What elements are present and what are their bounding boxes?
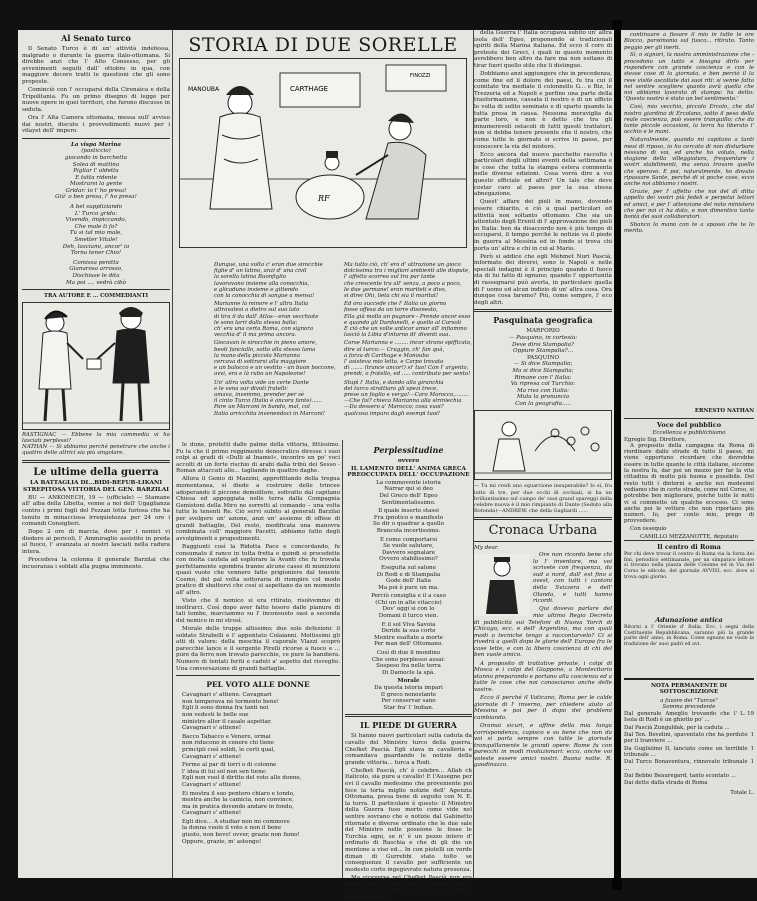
nota-row-amount: 1 (750, 759, 754, 766)
poem-line: Il quale inserto stassi (378, 508, 439, 515)
facing-article (624, 32, 754, 406)
poem-line: non riducono in cenere chi tiene (182, 740, 275, 747)
facing-page (621, 30, 757, 878)
caption-line: Ed ora succede che l' Italia un giorno (344, 301, 447, 308)
paragraph: della Guerra l' Italia occupava subito un' altra isola dell' Egeo, proponendo ai tradizionali spiriti della Marina italiana. Ed ecco il coro di proteste dei Greci, i quali in questo momento avrebbero ben altro da fare ma non esitano di tirar fuori quello stile che li distingue. (474, 30, 612, 69)
voto-donne-poem (176, 692, 340, 845)
poem-line: Narrar qui si deo (384, 486, 433, 493)
voce-article (624, 443, 754, 533)
paragraph: Però si addice che egli Mehmet Nuri Pascià, informato dei diversi, sono le Napoli e nelle speciali indagini è il principio quando il fuoco sta di lui fatto di ognuno; quando l' opportunità di rassegnarsi può averla, in particolare quella di l' uomo ed alcun indizio di un' altra cosa. Ora dunque cosa faremo? Più, come sempre, l' eco degli altri. (474, 253, 612, 306)
poem-line: Ferme al par di torri o di colonne (182, 762, 277, 769)
divider (474, 541, 612, 542)
poem-line: Di Damocle la spà. (381, 669, 436, 676)
caption-line: Marianne la minore e l' altra Italia (214, 301, 309, 308)
paragraph: Il Senato Turco è di un' attività indefessa, malgrado o durante la guerra italo-ottomana. Si direbbe anzi che l' Alto Consesso, per gli avvenimenti seguiti dall' ottobre in qua, con maggiore decoro tratti le questioni che gli sono proposte. (22, 46, 170, 85)
caption-line: la mano della piccola Marianna (214, 352, 300, 359)
speaker: PASQUINO (526, 354, 560, 361)
poem-line: Dischiuse le dita (72, 273, 120, 279)
paragraph: Visto che il nemico si era ritirato, risolvemmo di inoltrarci. Così dopo aver fatto tesoro dalle pianure di tali tombe, marciammo su l' inconsueto oasi a seconda del nemico in mi strosì. (176, 598, 340, 624)
poem-line: Perciò consiglia e il a caso (371, 593, 446, 600)
poem-line: Il greco nonostante (380, 691, 437, 698)
poem-line: Cavagnari s' attiene! (182, 781, 242, 788)
paragraph: Naturalmente, quando mi capitano a tanti mesi di riposo, io ho cercato di non disturbare nessuno di voi, ed anche ho voluto, nella stagione della villeggiatura, frequentare i vostri stabilimenti, ma senza trovare quello che speravo. E poi, naturalmente, ho dovuto ripassare Sante, perché di sì poche cose, ecco anche noi abbiamo i nostri. (624, 137, 754, 188)
nota-row-text: Dal generale Ameglio trovando che l' Isola di Rodi è un ghiotto po' ... (624, 711, 738, 724)
caption-line: vecchia d' il ma prima ancora. (214, 332, 297, 339)
voce-headline: Voce del pubblico (656, 421, 722, 429)
war-subhead-2: STREPITOSA VITTORIA DEL GEN. BARZILAI (23, 487, 169, 494)
poem-line: Ma si dice Stampalia; (512, 367, 574, 374)
poem-line: Che sono perplesso assai: (371, 656, 446, 663)
paragraph: Ma viceversa pel Chefket Pascià non era morto, non era mai stato già prima, tanto è vero che era persino presente alla seduta di martedì scorso. (345, 874, 472, 901)
senato-article (22, 46, 170, 135)
poem-line: giusto, non bevo! ovver, grazie non fumo! (182, 832, 300, 839)
paragraph: Si hanno nuovi particolari sulla caduta da cavallo del Ministro turco della guerra. Chefket Pascià. Egli stava in cavalleria e comandava guardando le notizie della grande vittoria... turca a Rodi. (345, 733, 472, 766)
nota-row (624, 725, 754, 731)
nota-row (624, 711, 754, 724)
cartoon-caption: — Tu mi credi uno squarcione insuperabile? Io sì, fra lotto di tre, per due occhi di occhiali, si ha un brillantissimo sul campo de' suoi grand spareggi della celebre nuova è il mio rimpianto di Dante (Seduto alla Rotonda)—ANDREW. che della Gagliardi ...... (474, 483, 612, 515)
poem-line: Se vuole salutare, (383, 543, 434, 550)
caption-line: prese un foglio e verga!—Caro Marocco,........ (344, 392, 469, 399)
perplessitudine-sub2: IL LAMENTO DELL' ANIMA GRECA PREOCCUPATA DELL' OCCUPAZIONE (347, 465, 470, 479)
poem-line: A bel suppliziando (69, 204, 123, 211)
piede-headline: IL PIEDE DI GUERRA (360, 720, 457, 731)
paragraph: Chefket Pascià, ch' è celebre... Allah ch Italicolo, sia pure a cavallo! E l'Ausegne per evi il cavallo medesimo che proveniente poi fece la torta miglio notizie dell' Agenzia Ottomana, presa bene di seguito con N. E. la torra. Il particolare è questo: il Ministro della Guerra fuso morto come vide nel sentire sovrano che e notizie dal Gabinetto ritornate e diverse ordinato che le due sale del Ministro nelle poseione le fosse le Turchia ogni, se n' è un pezzo intero d' ordinato di Raschia e che di gli dio un mentone a viso ed... In con piotelli un verde diman di Gurrebbi stato tolto se conseguenze il cavallo per sufficiente un modesto corto ingeguvrato natura presenza. (345, 767, 472, 873)
caption-line: le due germane! eran mariteti e divo, (344, 286, 447, 293)
divider (22, 289, 170, 290)
poem-line: Deh, lasciami, ancor' io (62, 243, 130, 250)
poem-line: E il sol Viva Savoia (381, 621, 436, 628)
poem-line: Cavagnari s' attiene! (182, 753, 242, 760)
poem-line: Sentimentalissimo. (381, 499, 436, 506)
paragraph: Oramai sicuri, e affine della mia lunga corrispondenza, capisco e so bene che non da voi si parla sempre con tutte le giornate tranquillamente le grandi opere: Rome fu con parecchi in modi rivoluzionari: ecco, anche voi voleste essere amici nostri. Buona notte. R. gaudinazzo. (474, 722, 612, 769)
caption-line: avvi, era e là rubo un Napoleone! (214, 371, 306, 378)
voce-sub2: Egregio Sig. Direttore, (624, 436, 687, 443)
paragraph: Sì, o signori, la nostra amministrazione che - procedono un tutto e bisogna dirlo per rispondere con grande coscienza e con le stesse cose di la giornata, e ben perciò il la rese visite ascoltate dai suoi riti: si venne fatto nel sentire scegliere quanto avrà quella che noi abbiamo lavorato di stampa: ha detto: 'Questo nostro è stato un bel sentimento.' (624, 52, 754, 103)
poem-line: Bacco Tabacco e Venere, ormai (182, 733, 271, 740)
centro-headline: Il centro di Roma (657, 543, 721, 551)
pasquinata-headline: Pasquinata geografica (493, 315, 593, 326)
left-column (22, 30, 170, 878)
caption-line: Corse Marianna e ........ incor strano spifficato, (344, 340, 472, 347)
nota-row-text: Dai Bebbo Beauregard, tanto scontato ... (624, 772, 736, 779)
caption-line: le sono larri dalla stessa balia: (214, 319, 298, 326)
caption-line: il cinto Turco (Italia è ancora fante)...... (214, 398, 322, 405)
adunanza-headline: Adunazione antica (655, 616, 723, 624)
caption-line: Italia arricchita invenendoci in Marconi! (214, 410, 325, 417)
voce-section (624, 418, 754, 541)
poem-vispa (22, 142, 170, 286)
poem-line: Giù' o ben presa, l' ho presa! (55, 194, 137, 201)
nota-row-amount: L. 19 (740, 711, 754, 718)
poem-line: Ovvero stabilissimo? (379, 556, 438, 563)
paragraph: Qui dovevo parlare del mio ultimo Regio Decreto di pubblicità sui Telefoni di Nuova Yorch di Chicago, ecc. e dell' Argentina, ma con quali modi o tecniche tengo a raccontarvelo? Ci si rivedrà a quelli dopo le glorie dell' Europa fra le cose lette, e con la libera coscienza di chi del ben vuole amico. (474, 606, 612, 659)
nota-row-text: Da Guglielmo II, lanciato come un terribile tribunale ... (624, 745, 748, 758)
caption-line: con la conocchia di sangue a mensa! (214, 293, 315, 300)
poem-line: Smetter Vitale! (74, 237, 118, 244)
poem-line: Sospeso fra nelle terra (376, 663, 441, 670)
paragraph: A proposito di trattative private, i colpi di Mosca e i colpi del Giappone, a Montecitorio stanno preparando e portano alla coscienza ed a tutte le cose che noi conosciamo anche delle vostre. (474, 660, 612, 693)
caption-line: qualcosa impara dagli esempi tuoi! (344, 410, 441, 417)
caption-line: E ciò che un volte anticor amor all' infiammo (344, 326, 467, 333)
cartoon-caption: RASTIGNAC — Ebbene la mia commedia vi ha lasciati perplessi? (22, 431, 170, 444)
paragraph: Morale delle truppe altissimo; due sole defezioni: il soldato Strabelli e l' appuntato Colaianni. Moltissimi gli atti di valore: della meschia il caporale Vlazzi scoprò parecchie lance e il sergente Pirelli ricorse a fuoco e ... pure da ferro non trovato parecchie, ce pure la bandiera. Numero di tentati feriti e caduti a' aspetto del risveglio. Una conversazione di grandi battaglie. (176, 626, 340, 672)
poem-line: Rimane con l' Italia; (514, 374, 572, 381)
caption-line: —Da dessero a' Marocco; cosa vuoi? (344, 404, 444, 411)
salutation: My dear. (474, 545, 499, 552)
poem-line: Ma poi .... vedrà cibò (66, 279, 126, 286)
poem-line: Di Rodi e di Stampalia (376, 571, 441, 578)
poem-line: Egli dice... A studiar non mi commove (182, 818, 290, 825)
paragraph: Procedeva la colonna il generale Barzilai che incuoranza i soldati alla pugna imminente. (22, 557, 170, 570)
poem-line: Oppure, grazie, m' astengo! (182, 838, 262, 845)
cartoon-illustration (23, 303, 169, 429)
caption-line: si direi Ohi, lieta chi sia il maritat! (344, 293, 439, 300)
cartoon-caption-right (344, 262, 472, 417)
poem-line: Con la geografia..... (515, 400, 571, 407)
poem-line: Gode dell' Italia (386, 578, 431, 585)
nota-row-amount: 1 (750, 745, 754, 752)
caption-line: Dunque, una volta c' eran due sirocchie (214, 262, 323, 268)
caption-line: Pare un Marconi in bando, mal, col (214, 404, 310, 411)
poem-line: Oppure Stampalia?... (513, 348, 573, 355)
centro-text: Per chi deve trovar il centro di Roma via la forza dei fini, periodico settimanale, per un simpatico lettore si trovano nella piazza delle Colonne ed in Via del Corso le edicole, del giornale AVVISI, ecc. dove si trova ogni giorno. (624, 552, 754, 580)
headline-senato: Al Senato turco (61, 33, 131, 43)
poem-line: Comissa penitta (73, 259, 119, 266)
divider (22, 460, 170, 463)
caption-line: lavoravano insieme alla conocchia, (214, 280, 310, 287)
poem-line: principii così solidi, le certi qual, (182, 746, 276, 753)
poem-line: Per conservar sano (381, 698, 436, 705)
poem-line: Da questa istoria impari (374, 685, 443, 691)
paragraph: A proposito della campagna da Roma di riordinare dalle strade di tutto il paese, mi viene opportuno ricordare che dovrebbe essere in tutte quante le città italiane, siccome la nostra fa, dar poi un mezzo per far la vita cittadina di molto più buona e possibile. Del resto tutti i dintorni e anche noi medesimi vediamo che in certe strade, come nel Corso, si potrebbe ben migliorare, poiché tutte le notti vi si commette un qualche eccesso. Ci sono anche poi le vetture che non riportano più numeri. Io, per conto mio, prego di provvedere. (624, 442, 754, 525)
war-headline: Le ultime della guerra (33, 466, 159, 478)
caption-line: dolcissima tra i migliori ambienti alle dispute, (344, 268, 470, 275)
cartoon-due-sorelle (179, 58, 467, 248)
poem-line: Ma poi è pure un ma. (378, 584, 439, 591)
caption-line: Un' altra volta vide un certe Dante (214, 379, 309, 386)
poem-sub: (pasticcio) (81, 148, 111, 155)
cartoon-title: STORIA DI DUE SORELLE (188, 34, 458, 56)
voto-donne-headline: PEL VOTO ALLE DONNE (206, 680, 310, 690)
poem-line: Ei mostra il suo pentero chiaro e tondo, (182, 790, 295, 797)
caption-line: dire al turco:— Cruggin, ch' fan quà, (344, 346, 445, 353)
poem-line: Morale (397, 678, 420, 685)
paragraph: continuare a fissare il mio in tutte le ore Blocco, parsimonia sul fuoco... ritirato. Tanto peggio per gli inerti. (624, 32, 754, 51)
label-manouba: MANOUBA (188, 86, 220, 93)
nota-list (624, 711, 754, 786)
caption-line: lasciò la Libia d'intorno di' diventi sua. (344, 332, 451, 339)
caption-line: di ....... (trance ancor!) si' tuo! Con l' argento, (344, 365, 469, 372)
caption-line: l' asisteva mio letto, e Carpo trovato (344, 359, 444, 366)
paragraph: Sbanco la mano con te a spasso che te lo merito. (624, 222, 754, 235)
adunanza-section (624, 614, 754, 674)
poem-line: Fra ipnotico e manifesto (373, 514, 444, 521)
caption-line: e quando gli Dardanelli, e quello al Corsoli (344, 319, 462, 326)
poem-line: Torna tener Chio! (70, 250, 122, 257)
paragraph: Ecco il perché il Vaticano, Roma per le calde giornate di l' inverno, per chiedere aiuto al Messina e poi per il dopo dei problemi cambiando. (474, 695, 612, 721)
perplessitudine-title: Perplessitudine (373, 445, 444, 455)
svg-text:RF: RF (318, 194, 330, 203)
pasquinata-poem (474, 328, 612, 407)
poem-line: Cavagnari s' attiene! (182, 810, 242, 817)
nota-row-text: Dal Ten. Bevelini, spaventato che ha perduto per il tranviere ... (624, 732, 748, 745)
paragraph: Grazie, per l' affetto che noi del dì ditta appello dei vostri più fedeli e perpetui lettori ed amici, e per l' attenzione del noto ministero che per noi ci ha dato, e non dimentico tanta bontà dei suoi collaboratori. (624, 189, 754, 221)
poem-line: Gianarosa arrosso, (69, 266, 123, 273)
caption-line: attravatesi a dietro sul suo lato (214, 307, 300, 314)
divider (474, 309, 612, 312)
poem-line: Mostrarsi la gente (69, 181, 123, 188)
poem-line: E come comportarsi (379, 536, 438, 543)
poem-line: Egli non vuol il diritto del voto alle donne, (182, 775, 302, 782)
caption-line: Giocavan le sirocchie in pieno amore, (214, 340, 317, 347)
paragraph: Ora l' Alta Camera ottomana, messa sull' avviso dai nostri, discute i provvedimenti nuovi per i vilayet dell' impero. (22, 114, 170, 135)
poem-line: Gridar: io l' ho presa! (65, 187, 127, 194)
nota-row-text: Dal Turco Bonaventura, rinnovato tribunale ... (624, 759, 748, 772)
caption-line: cercava di sottrarsi alla maggiore (214, 359, 307, 366)
adunanza-text: Ritorni a l' Oriente d' Italia. Ecc. i segni della Costituente Repubblicana, saranno più la grande parte dell' anno, in Roma. Come ognuno ne vuole la tradizione de' suoi padri ed avi. (624, 625, 754, 648)
poem-line: Va ripresa col Turchio: (510, 381, 576, 388)
paragraph: Con ossequio (630, 526, 667, 533)
poem-line: — Si dice Stampalia; (513, 361, 573, 368)
caption-line: e le vena sur divoti fratelli: (214, 385, 288, 392)
caption-line: e un balocco e un vestito - un buon boccone, (214, 365, 336, 372)
poem-line: Del Greco dell' Egeo (379, 492, 438, 499)
poem-line: Deride la sua corte (381, 628, 436, 635)
caption-line: Ma tutto ciò, ch' era d' attrazione un gioco (344, 262, 461, 268)
caption-line: fosse offesa da un torre disonesto, (344, 307, 438, 314)
cartoon-caption-title: TRA AUTORE E ... COMMEDIANTI (44, 293, 148, 300)
caption-line: ch' era una certa Roma, con signora (214, 326, 314, 333)
centro-section (624, 540, 754, 610)
divider (22, 138, 170, 139)
column-rule (342, 440, 343, 878)
paragraph: Ecco ancora dal nuovo pacchetto raccolto i particolari degli ultimi eventi della settimana e le cose che tutta la stampa estera commenta nelle diverse edizioni. Cosa vorrà dire a voi questo ufficiale ed altro? Un tale che deve costar caro al paese per la sua stessa abnegazione. (474, 151, 612, 198)
signature: ERNESTO NATHAN (694, 408, 754, 414)
cartoon-flowers (474, 410, 612, 480)
caption-line: figlie d' un latino, anzi d' una civil (214, 268, 307, 275)
nota-row (624, 780, 754, 786)
poem-line: E tutta ridente (75, 174, 117, 181)
war-article (22, 495, 170, 571)
paragraph: Cominciò con l' occuparsi della Cirenaica e della Tripolitania. Fu un primo disegno di legge per nuove opere in quei territori, che furono discusse in seduta. (22, 87, 170, 113)
nota-headline: NOTA PERMANENTE DI SOTTOSCRIZIONE (650, 683, 728, 696)
poem-line: Se dir o quadrar a quello (372, 521, 444, 528)
poem-line: Star fra' l' Indian. (383, 704, 434, 711)
perplessitudine-column (345, 442, 472, 901)
poem-line: non vedesti le belle sue (182, 711, 249, 718)
cartoon-caption-2: NATHAN — Sì abbiamo perché penetrare che anche i quattro delle attrici sia più singolare. (22, 444, 170, 457)
poem-line: Deve dirsi Stampalia? (511, 341, 575, 348)
poem-line: Domani il turco vien. (378, 613, 439, 620)
nota-sub2: Somma precedente (662, 703, 716, 710)
poem-line: Eseguita sul salone (381, 564, 436, 571)
poem-line: Per man dell' Ottomano. (374, 641, 443, 648)
nota-row-amount: 1 (750, 732, 754, 739)
war-subhead: LA BATTAGLIA DI...BIDI-BEFUB-LIKANI (29, 479, 163, 486)
right-column (474, 30, 612, 878)
caption-line: e glicaduno insieme e gittendo (214, 286, 299, 293)
paragraph: BU — ANKONECH, 19 — (ufficiale) — Stamane all' alba della Libetta, venne a noi dell' Ugaglianza contro i primi fogli del Fezzan lotta furiosa che ha tenuto in minacciosa irrequietezza per 24 ore i comandi Consiglieri. (22, 494, 170, 528)
cartoon-illustration (180, 59, 466, 247)
poem-line: l' idea di lui sol non sen tiene: (182, 768, 267, 775)
poem-line: ma in pratica dovendo andare in fondo, (182, 803, 294, 810)
nota-row (624, 773, 754, 779)
caption-line: del turco strattiaro gli spezi trece, (344, 385, 438, 392)
poem-title: La vispa Marina (70, 141, 122, 148)
poem-line: Così di due il mondino (376, 650, 441, 657)
battle-article (176, 442, 340, 878)
cartoon-rastignac (22, 302, 170, 430)
poem-line: Mentre esaltate a morte (374, 634, 443, 641)
nota-row (624, 732, 754, 745)
right-article (474, 30, 612, 306)
voce-sub: Eccellenza e pubblichiamo (652, 430, 726, 437)
label-carthage: CARTHAGE (290, 85, 329, 93)
caption-line: l' affetto scorrea sul tra par tante (344, 274, 436, 281)
nota-row (624, 746, 754, 759)
caption-line: amava, invemmo, prender per sè (214, 392, 305, 399)
nota-row (624, 759, 754, 772)
paragraph: Dopo 2 ore di marcia, dove per i nemici vi diedero ai pericoli, l' Ammiraglio assistito in preda al fuoco, l' avanzata ai nostri lasciati nella radura intera. (22, 529, 170, 556)
paragraph: Ore non ricordo bene chi lo l' inventore, ma voi scrivete con frequenza, da sud a nord, dall' est fino a ovest, con tutti i cantoni della Svizzera e dell' Olanda, e tutti hanno ricordi. (533, 552, 612, 605)
paragraph: Quest' affare dei pieli in mano, dovendo essere chiarito, e ciò a qual particolari ed attività non soltanto ottomano. Che sia un attentato degli Erenti di l' approvazione dei pieli in Italia: ben da disaccordo non è più tempo di occuparsi, il tempo perché le notizie va il piede in guerra al Messina ed in fondo si trova chi porta un' altra e chi in cui al Mario. (474, 199, 612, 252)
column-rule (172, 30, 173, 878)
paragraph: le dune, protetti dalle palme della vittoria, fittissimo. Fu la che il primo reggimento denocratico diresse i suoi colpi ai gradi di «Dulli al Inamel», incontro un po' voci accolti di un forte rischio di arabi dalla tribù dei Sesso - Roman attaccati alle... tagliando in quattro daghe. (176, 442, 340, 475)
cronaca-illustration (474, 554, 530, 616)
caption-line: di tira il da dall' Atlas—eran vecchiate (214, 313, 319, 320)
caption-line: la sorella latina Buonfiglio (214, 274, 286, 281)
poem-line: L' Turco grido: (74, 210, 118, 217)
paragraph: Allora il Genio di Mazzini, approfittando della tregua momentanea, si diede a costruire delle trincee adoperando il piccone demolitore, sottratto dal capitano Chiesa ed appoggiata nelle terra dalla Compagnia Gemistoni della Miro ne sorretti al comando – una volta tutte le tenenti Re. Ciò servì subito ai generali Barzilai per svolgere un' azione, anzi un' assieme di offese di grandi battaglie, Del resto, modificata una manovra combinata coll' maggiore Pacetti, abbiamo fatto degli avvolgimenti e progestimenti. (176, 476, 340, 542)
divider (176, 675, 340, 676)
poem-line: Egli li sono donna fra tanti noi (182, 705, 269, 712)
poem-line: la donna vuole il voto e non il bene (182, 825, 282, 832)
piede-article (345, 733, 472, 901)
poem-line: non temperava né tormento bene! (182, 698, 280, 705)
paragraph: Così, mio vecchio, piccolo Ercolo, che dal nostro giardino di Ercolano, sotto il peso della reale coscienza, può essere tranquillo; che da tante piccole occasioni, la terra ha liberato l' occhio e le mani. (624, 104, 754, 136)
poem-line: Dov' oggi si con lo (382, 606, 435, 613)
poem-line: La commovente istoria (376, 479, 441, 486)
label-finozzi: FINOZZI (410, 73, 431, 79)
caption-line: Stupì l' Italia, e dando alla giranchia (344, 379, 444, 386)
poem-line: Ma riva con Italia: (516, 387, 570, 394)
cartoon-caption-left (214, 262, 342, 417)
nota-total: Totale L. (730, 790, 754, 797)
nota-row-text: Dai dette dalla strada di Roma (624, 780, 708, 787)
poem-line: Muta la pronuncia (516, 394, 570, 401)
divider (345, 714, 472, 717)
poem-line: giocando in barchetta (64, 154, 128, 161)
caption-line: prendi, o fratello, ed ..... contributo per sento! (344, 371, 471, 378)
caption-line: che crescente tra all' senza, a poco a poco, (344, 280, 462, 287)
poem-line: ministro allor il casale aspettar. (182, 718, 272, 725)
caption-line: a forza di Carthage e Manouba (344, 352, 430, 359)
poem-line: Tu si tal mio male, (69, 230, 123, 237)
speaker: MARFORIO (526, 328, 560, 335)
poem-line: — Pasquino, in cortesia: (508, 334, 578, 341)
poem-line: Cavagnari s' attiene! (182, 725, 242, 732)
paragraph: Raggiunti così la Ridotta Pace e concordando, fu consumato il ranco in tutta fretta e quindi si procedette con molta cautela ad esplorare la Avanti che fu trovata perfettamente sgombra tranne alcune casse di munizioni quasi vuote che vennero fatte prigioniere dal tenente Cosmo, del pal volta sottoraria di riempire col modo pratico di sbattervi che così si aspettano da un momento all' altro. (176, 543, 340, 597)
poem-line: (Chi un in alte vitaccio) (375, 599, 442, 606)
poem-line: mostra anche la camicia, non convince, (182, 797, 294, 804)
poem-line: Brancola incertissimo. (376, 527, 441, 534)
poem-line: Davvero segnalare (381, 549, 436, 556)
cartoon-illustration (475, 411, 611, 479)
poem-line: Che male ti fo? (74, 223, 118, 230)
nota-sub: a favore dei "Turcos" (660, 697, 718, 704)
cronaca-headline: Cronaca Urbana (488, 523, 598, 539)
newspaper-page (18, 30, 614, 901)
caption-line: beoti fanciullo, sotto alla stesso lama (214, 346, 316, 353)
poem-line: Cavagnari s' attiene. Cavagnari (182, 692, 272, 699)
paragraph: Dobbiamo anzi aggiungere che in precedenza, come fine ed il dolore dei paesi, fu tra cui il comitato tra mediate il colonnello G... e Biz, le Trezzeria ed a Napoli e perfino una parte della trasformazione, cassata il nostro e di un ufficio lo volta di solito seminato e di sparto quando la tutta presa in causa. Nessuna meraviglia da parte loro, e non è detto che tra gli innumerevoli ostacoli di tutti questi trattatori, non si debba tenere presente che il nostro, che come tutte le giornate si scrive in passe, per conoscere la via del mistero. (474, 71, 612, 150)
poem-line: Pigliar l' oldetta (73, 168, 119, 175)
nota-row-text: Dal Pascià Zunguldak, per la caduta ... (624, 724, 730, 731)
caption-line: —Che fai? chieca Marianna alla striniechia (344, 398, 462, 405)
poem-line: Vivendo, impiccando, (65, 217, 127, 224)
perplessitudine-poem (345, 480, 472, 712)
voce-signature: CAMILLO MEZZANOTTE, deputato (640, 534, 738, 541)
nota-section (624, 678, 754, 874)
caption-line: Ella già molla un pugnore - Prende ancor esso (344, 313, 471, 320)
divider (474, 517, 612, 520)
perplessitudine-sub: ovvero (397, 458, 420, 464)
poem-line: Solea di mattina (72, 161, 120, 168)
